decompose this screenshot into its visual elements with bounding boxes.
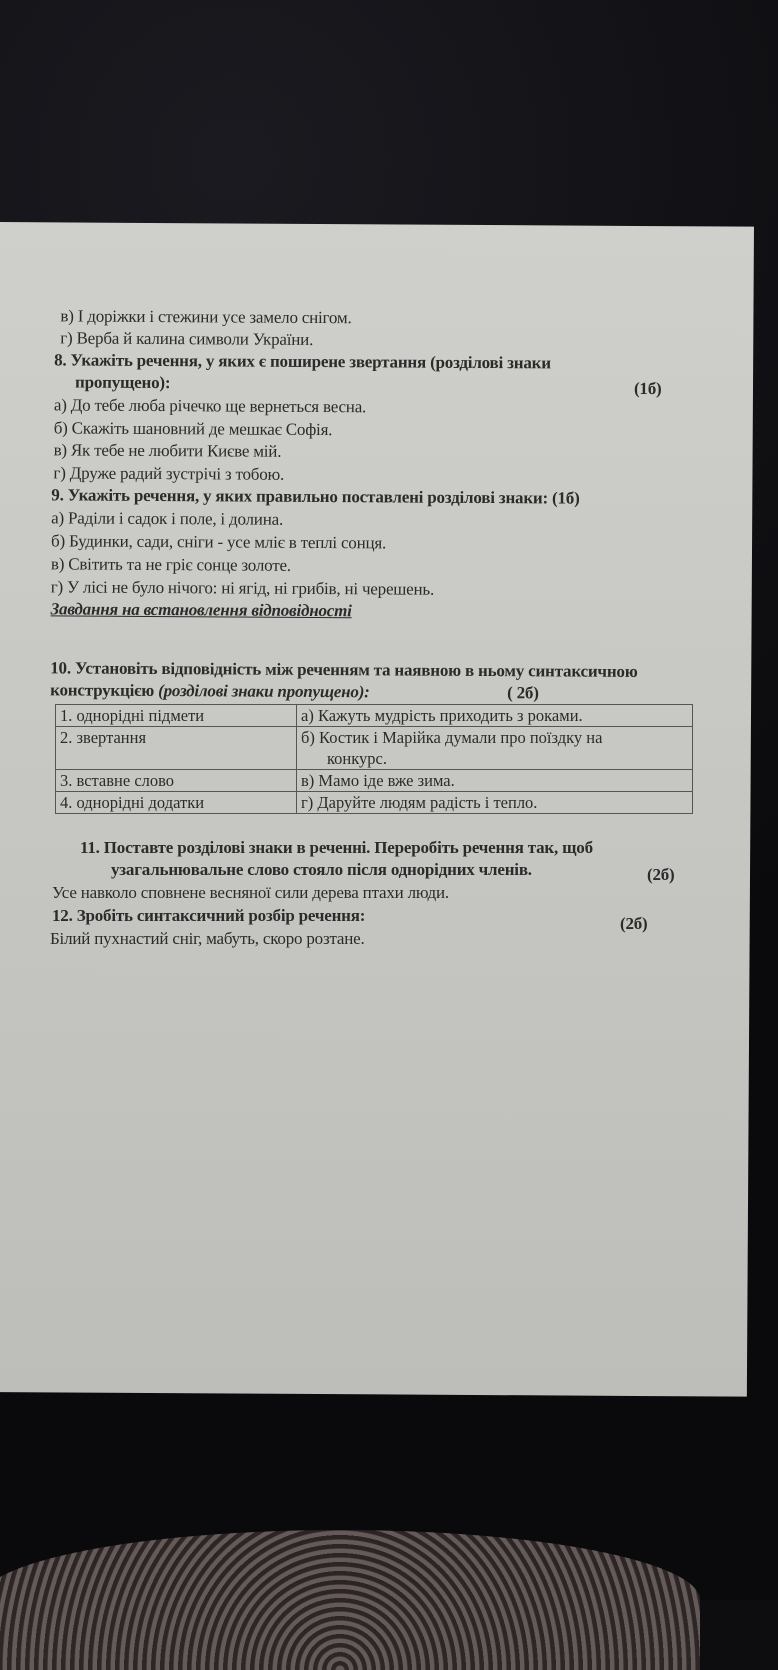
task11-sentence: Усе навколо сповнене весняної сили дерева птахи люди. xyxy=(52,883,449,902)
table-cell-left: 3. вставне слово xyxy=(56,770,297,792)
task8-option-a: а) До тебе люба річечко ще вернеться весна. xyxy=(53,395,367,417)
lace-doily xyxy=(0,1530,700,1670)
task12-question: 12. Зробіть синтаксичний розбір речення: xyxy=(52,906,366,925)
task8-option-g: г) Друже радий зустрічі з тобою. xyxy=(53,463,285,484)
table-cell-left: 2. звертання xyxy=(56,727,297,770)
table-row xyxy=(56,705,693,727)
task10-construction-label: конструкцією xyxy=(50,680,159,701)
table-row xyxy=(56,770,693,792)
task7-option-g: г) Верба й калина символи України. xyxy=(60,328,314,349)
table-row xyxy=(56,727,693,770)
task9-option-a: а) Раділи і садок і поле, і долина. xyxy=(51,508,284,529)
task8-points: (1б) xyxy=(633,378,662,399)
table-cell-right: в) Мамо іде вже зима. xyxy=(297,770,693,792)
task10-question-cont xyxy=(50,680,370,702)
task9-option-b: б) Будинки, сади, сніги - усе мліє в теплі сонця. xyxy=(50,531,387,553)
matching-table xyxy=(55,704,693,814)
task11-points: (2б) xyxy=(647,865,675,884)
task8-option-b: б) Скажіть шановний де мешкає Софія. xyxy=(53,418,333,440)
table-cell-left: 1. однорідні підмети xyxy=(56,705,297,727)
task9-option-v: в) Світить та не гріє сонце золоте. xyxy=(50,554,291,575)
table-cell-text-cont: конкурс. xyxy=(327,749,387,768)
task8-question-cont: пропущено): xyxy=(74,372,171,393)
task8-option-v: в) Як тебе не любити Києве мій. xyxy=(53,440,282,461)
section-heading: Завдання на встановлення відповідності xyxy=(50,599,352,621)
task7-option-v: в) І доріжки і стежини усе замело снігом. xyxy=(60,306,352,328)
task10-points: ( 2б) xyxy=(507,683,539,703)
task10-note: (розділові знаки пропущено): xyxy=(158,681,370,702)
task8-question: 8. Укажіть речення, у яких є поширене звертання (розділові знаки xyxy=(54,350,551,373)
task12-points: (2б) xyxy=(620,914,648,933)
task9-option-g: г) У лісі не було нічого: ні ягід, ні грибів, ні черешень. xyxy=(50,577,435,599)
table-cell-left: 4. однорідні додатки xyxy=(56,792,297,814)
task9-question: 9. Укажіть речення, у яких правильно поставлені розділові знаки: (1б) xyxy=(51,485,580,508)
table-cell-right: г) Даруйте людям радість і тепло. xyxy=(297,792,693,814)
task10-question: 10. Установіть відповідність між реченням та наявною в ньому синтаксичною xyxy=(50,658,638,681)
table-row xyxy=(56,792,693,814)
table-cell-right xyxy=(297,727,693,770)
table-cell-text: б) Костик і Марійка думали про поїздку на xyxy=(301,728,603,747)
task12-sentence: Білий пухнастий сніг, мабуть, скоро розтане. xyxy=(50,929,365,948)
task11-question-cont: узагальнювальне слово стояло після однорідних членів. xyxy=(111,860,532,879)
task11-question: 11. Поставте розділові знаки в реченні. Переробіть речення так, щоб xyxy=(80,838,593,857)
table-cell-right: а) Кажуть мудрість приходить з роками. xyxy=(297,705,693,727)
